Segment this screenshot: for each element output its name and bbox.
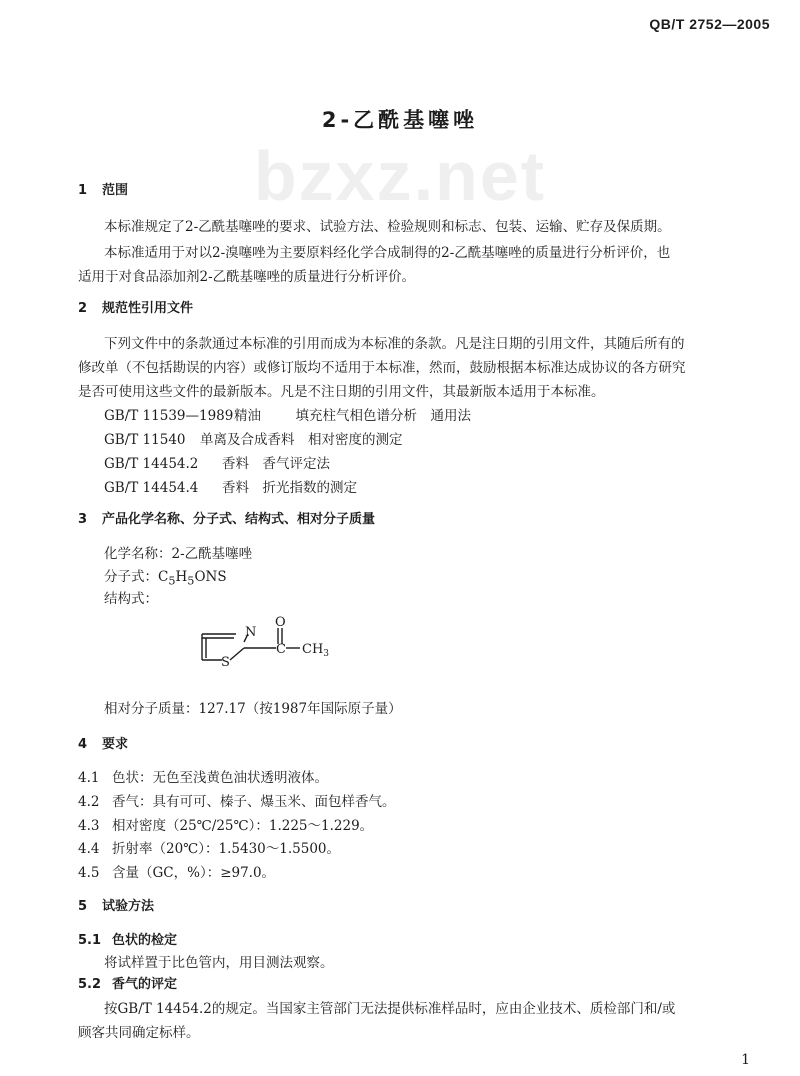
atom-c: C <box>276 642 286 657</box>
section-title: 范围 <box>102 183 129 198</box>
reference-item <box>104 455 330 473</box>
reference-name: 香气评定法 <box>262 456 330 472</box>
clause-text: 色状：无色至浅黄色油状透明液体。 <box>112 770 328 786</box>
reference-code: GB/T 14454.4 <box>104 480 199 496</box>
reference-code: GB/T 14454.2 <box>104 456 199 472</box>
subsection-heading <box>78 932 177 950</box>
page-number: 1 <box>741 1052 750 1068</box>
section-title: 要求 <box>102 737 129 752</box>
requirement-item <box>78 769 328 787</box>
section-3-heading <box>78 511 375 529</box>
reference-item <box>104 407 471 425</box>
paragraph: 是否可使用这些文件的最新版本。凡是不注日期的引用文件，其最新版本适用于本标准。 <box>78 384 605 400</box>
section-title: 产品化学名称、分子式、结构式、相对分子质量 <box>102 512 376 527</box>
clause-text: 折射率（20℃）：1.5430～1.5500。 <box>112 841 341 857</box>
section-5-heading <box>78 898 154 916</box>
requirement-item <box>78 817 373 835</box>
reference-name: 填充柱气相色谱分析 通用法 <box>295 408 471 424</box>
reference-code: GB/T 11540 <box>104 432 186 448</box>
molecular-formula: 分子式：$C_5H_5ONS$ <box>104 569 227 588</box>
section-number: 3 <box>78 512 88 527</box>
reference-name: 相对密度的测定 <box>308 432 403 448</box>
structural-formula <box>190 614 340 676</box>
requirement-item <box>78 793 396 811</box>
molecular-mass: 相对分子质量：127.17（按1987年国际原子量） <box>104 701 402 717</box>
reference-category: 单离及合成香料 <box>200 432 295 448</box>
paragraph: 将试样置于比色管内，用目测法观察。 <box>104 955 334 971</box>
clause-number: 4.2 <box>78 794 100 810</box>
reference-item <box>104 479 357 497</box>
clause-number: 4.4 <box>78 841 100 857</box>
paragraph: 修改单（不包括勘误的内容）或修订版均不适用于本标准，然而，鼓励根据本标准达成协议的各方研究 <box>78 360 686 376</box>
reference-category: 精油 <box>234 408 261 424</box>
section-1-heading <box>78 182 128 200</box>
document-title: 2-乙酰基噻唑 <box>321 108 479 132</box>
paragraph: 适用于对食品添加剂2-乙酰基噻唑的质量进行分析评价。 <box>78 269 416 285</box>
reference-category: 香料 <box>222 480 249 496</box>
clause-text: 香气：具有可可、榛子、爆玉米、面包样香气。 <box>112 794 396 810</box>
standard-code: QB/T 2752—2005 <box>649 16 770 32</box>
section-title: 规范性引用文件 <box>102 301 194 316</box>
paragraph: 本标准适用于对以2-溴噻唑为主要原料经化学合成制得的2-乙酰基噻唑的质量进行分析评价，也 <box>104 245 671 261</box>
paragraph: 本标准规定了2-乙酰基噻唑的要求、试验方法、检验规则和标志、包装、运输、贮存及保质期。 <box>104 219 671 235</box>
reference-category: 香料 <box>222 456 249 472</box>
clause-number: 5.1 <box>78 933 102 948</box>
subsection-heading <box>78 976 177 994</box>
section-number: 2 <box>78 301 88 316</box>
section-2-heading <box>78 300 193 318</box>
atom-o: O <box>275 615 286 630</box>
structure-label: 结构式： <box>104 591 158 607</box>
clause-number: 4.5 <box>78 865 100 881</box>
atom-n: N <box>245 625 257 640</box>
formula-label: 分子式： <box>104 569 158 585</box>
watermark: bzxz.net <box>253 137 547 215</box>
chemical-name: 化学名称：2-乙酰基噻唑 <box>104 546 253 562</box>
reference-code: GB/T 11539—1989 <box>104 408 234 424</box>
subsection-title: 香气的评定 <box>112 977 178 992</box>
methyl-group: $CH_3$ <box>302 642 330 659</box>
section-number: 1 <box>78 183 88 198</box>
atom-s: S <box>221 655 230 670</box>
section-number: 5 <box>78 899 88 914</box>
subsection-title: 色状的检定 <box>112 933 178 948</box>
section-title: 试验方法 <box>102 899 155 914</box>
section-number: 4 <box>78 737 88 752</box>
clause-text: 相对密度（25℃/25℃）：1.225～1.229。 <box>112 818 374 834</box>
paragraph: 按GB/T 14454.2的规定。当国家主管部门无法提供标准样品时，应由企业技术、质检部门和/或 <box>104 1001 676 1017</box>
reference-name: 折光指数的测定 <box>262 480 357 496</box>
clause-text: 含量（GC，%）：≥97.0。 <box>112 865 276 881</box>
paragraph: 下列文件中的条款通过本标准的引用而成为本标准的条款。凡是注日期的引用文件，其随后所有的 <box>104 336 685 352</box>
clause-number: 4.3 <box>78 818 100 834</box>
requirement-item <box>78 864 275 882</box>
paragraph: 顾客共同确定标样。 <box>78 1025 200 1041</box>
clause-number: 5.2 <box>78 977 102 992</box>
requirement-item <box>78 840 340 858</box>
reference-item <box>104 431 403 449</box>
section-4-heading <box>78 736 128 754</box>
clause-number: 4.1 <box>78 770 100 786</box>
